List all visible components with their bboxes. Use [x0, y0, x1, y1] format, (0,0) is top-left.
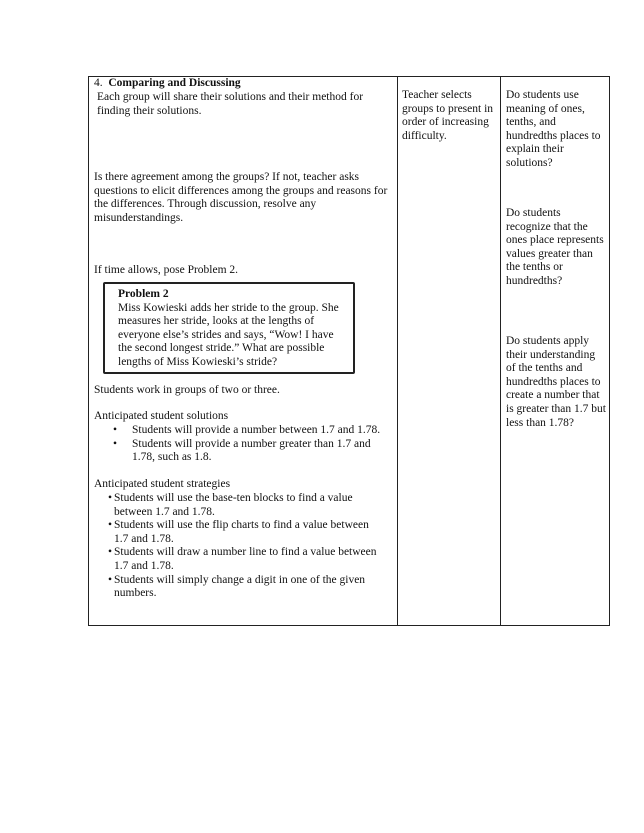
column-divider	[500, 77, 501, 625]
agreement-text: Is there agreement among the groups? If not, teacher asks questions to elicit differences among the groups and reasons for the differences. Through discussion, resolve any misunderstandings.	[94, 171, 388, 224]
teacher-column	[402, 89, 497, 143]
section-heading	[94, 77, 394, 91]
assessment-question: Do students recognize that the ones place represents values greater than the tenths or hundredths?	[506, 207, 604, 287]
bullet-icon: •	[108, 573, 113, 586]
list-item-text: Students will use the flip charts to find a value between 1.7 and 1.78.	[114, 519, 369, 545]
strategies-list	[94, 492, 384, 601]
list-item	[94, 492, 384, 519]
list-item	[94, 546, 384, 573]
list-item	[94, 519, 384, 546]
list-item-text: Students will simply change a digit in one of the given numbers.	[114, 573, 366, 600]
problem-title: Problem 2	[118, 288, 169, 300]
problem-text: Miss Kowieski adds her stride to the group. She measures her stride, looks at the lengths of everyone else’s strides and says, “Wow! I have the second longest stride.” What are possible lengths of Miss Kowieski’s stride?	[118, 301, 339, 368]
bullet-icon: •	[108, 492, 113, 504]
solutions-list	[94, 424, 394, 465]
section-intro: Each group will share their solutions and their method for finding their solutions.	[97, 91, 364, 117]
lesson-table	[88, 76, 610, 626]
assessment-question: Do students apply their understanding of the tenths and hundredths places to create a number that is greater than 1.7 but less than 1.78?	[506, 335, 606, 429]
section-number: 4.	[94, 77, 103, 89]
bullet-icon: •	[108, 519, 113, 532]
assessment-question: Do students use meaning of ones, tenths, and hundredths places to explain their solutions?	[506, 89, 601, 169]
solutions-title: Anticipated student solutions	[94, 410, 229, 422]
bullet-icon: •	[108, 546, 113, 559]
work-text: Students work in groups of two or three.	[94, 384, 280, 396]
list-item	[94, 574, 384, 601]
list-item-text: Students will draw a number line to find a value between 1.7 and 1.78.	[114, 546, 377, 572]
time-allows-text: If time allows, pose Problem 2.	[94, 264, 239, 276]
list-item: • Students will provide a number greater than 1.7 and 1.78, such as 1.8.	[94, 438, 394, 465]
column-divider	[397, 77, 398, 625]
strategies-title: Anticipated student strategies	[94, 478, 231, 490]
list-item: • Students will provide a number between 1.7 and 1.78.	[94, 424, 394, 438]
teacher-note: Teacher selects groups to present in order of increasing difficulty.	[402, 89, 494, 142]
problem-box	[103, 282, 355, 374]
list-item-text: Students will use the base-ten blocks to find a value between 1.7 and 1.78.	[114, 492, 353, 518]
section-title: Comparing and Discussing	[108, 77, 241, 89]
